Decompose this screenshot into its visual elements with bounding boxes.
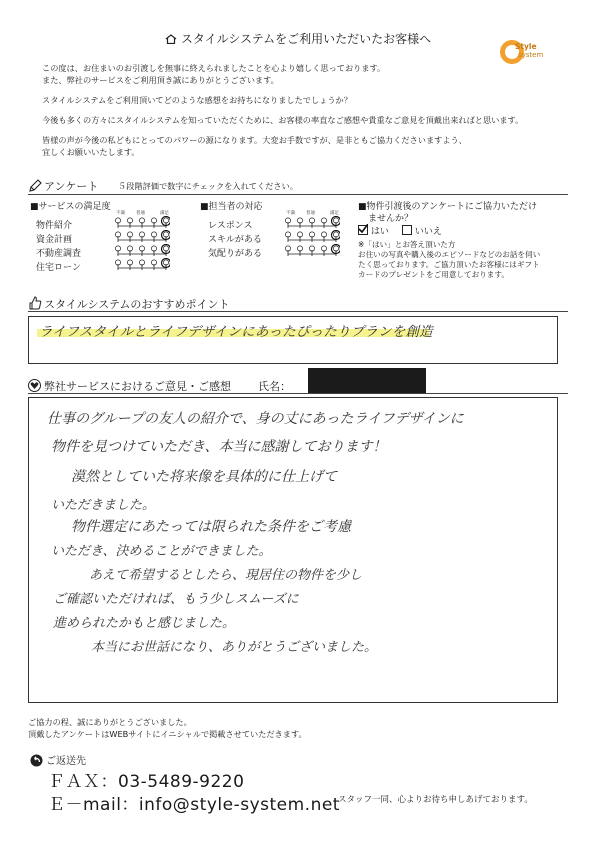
return-label: ご返送先 — [46, 756, 86, 767]
heart-icon — [28, 377, 41, 390]
rating-scale-service-2[interactable] — [114, 230, 170, 244]
staff-item-3: 気配りがある — [208, 249, 263, 259]
recommend-divider — [28, 311, 568, 312]
service-heading: ■サービスの満足度 — [30, 202, 111, 212]
scale-label-high: 満足 — [330, 211, 339, 216]
intro-line-4: 今後も多くの方々にスタイルシステムを知っていただくために、お客様の率直なご感想や貴重なご意見を頂戴出来ればと思います。 — [42, 115, 524, 125]
impression-line-2: 物件を見つけていただき、本当に感謝しております！ — [51, 439, 387, 455]
scale-label-mid: 普通 — [306, 211, 315, 216]
service-item-2: 資金計画 — [36, 235, 73, 245]
scale-label-low: 不満 — [286, 211, 295, 216]
style-system-logo — [498, 36, 548, 70]
followup-yes-option[interactable] — [358, 224, 389, 237]
intro-line-1: この度は、お住まいのお引渡しを無事に終えられましたことを心より嬉しく思っております。 — [42, 63, 386, 73]
intro-line-5: 皆様の声が今後の私どもにとってのパワーの源になります。大変お手数ですが、是非ともご協力くださいますよう、 — [42, 135, 467, 145]
followup-note-4: カードのプレゼントをご用意しております。 — [358, 270, 509, 279]
impression-line-9: 進められたかもと感じました。 — [53, 616, 236, 631]
survey-divider — [28, 194, 568, 195]
logo-text-style: Style — [515, 42, 537, 51]
service-item-3: 不動産調査 — [36, 249, 82, 259]
scale-label-low: 不満 — [116, 211, 125, 216]
followup-heading-2: ませんか？ — [368, 214, 414, 224]
intro-line-2: また、弊社のサービスをご利用頂き誠にありがとうございます。 — [42, 75, 279, 85]
rating-scale-service-1[interactable] — [114, 216, 170, 230]
followup-note-1: ※「はい」とお答え頂いた方 — [358, 240, 456, 249]
impression-line-10: 本当にお世話になり、ありがとうございました。 — [91, 640, 378, 655]
impression-line-1: 仕事のグループの友人の紹介で、身の丈にあったライフデザインに — [47, 411, 464, 427]
recommend-answer: ライフスタイルとライフデザインにあったぴったりプランを創造 — [39, 324, 433, 340]
scale-label-mid: 普通 — [136, 211, 145, 216]
impressions-answer-box[interactable] — [28, 397, 558, 703]
name-label: 氏名： — [258, 380, 291, 393]
yes-checkbox[interactable] — [358, 225, 368, 235]
service-item-4: 住宅ローン — [36, 263, 81, 273]
impressions-title: 弊社サービスにおけるご意見・ご感想 — [44, 380, 231, 393]
followup-note-3: たく思っております。ご協力頂いたお客様にはギフト — [358, 260, 540, 269]
service-item-1: 物件紹介 — [36, 221, 73, 231]
impression-line-5: 物件選定にあたっては限られた条件をご考慮 — [71, 519, 351, 535]
yes-label: はい — [370, 227, 389, 237]
impression-line-3: 漠然としていた将来像を具体的に仕上げて — [71, 469, 337, 485]
scale-label-high: 満足 — [160, 211, 169, 216]
staff-item-2: スキルがある — [208, 235, 262, 245]
impressions-divider — [28, 393, 568, 394]
intro-line-6: 宜しくお願いいたします。 — [42, 147, 140, 157]
impression-line-6: いただき、決めることができました。 — [51, 544, 272, 559]
followup-no-option[interactable] — [402, 224, 442, 237]
rating-scale-staff-1[interactable] — [284, 216, 340, 230]
pencil-icon — [28, 178, 42, 192]
impression-line-7: あえて希望するとしたら、現居住の物件を少し — [89, 568, 363, 583]
intro-line-3: スタイルシステムをご利用頂いてどのような感想をお持ちになりましたでしょうか？ — [42, 95, 352, 105]
return-arrow-icon — [30, 752, 43, 765]
followup-note-2: お住いの写真や購入後のエピソードなどのお話を伺い — [358, 250, 541, 259]
rating-scale-staff-3[interactable] — [284, 244, 340, 258]
rating-scale-staff-2[interactable] — [284, 230, 340, 244]
recommend-title: スタイルシステムのおすすめポイント — [44, 298, 230, 311]
survey-title: アンケート — [44, 180, 99, 193]
name-redaction — [308, 368, 426, 393]
followup-heading-1: ■物件引渡後のアンケートにご協力いただけ — [358, 202, 537, 212]
survey-note: ５段階評価で数字にチェックを入れてください。 — [118, 181, 298, 191]
closing-message: スタッフ一同、心よりお待ち申しあげております。 — [338, 795, 533, 805]
fax-number: ＦＡＸ：03-5489-9220 — [48, 772, 245, 792]
thumbs-up-icon — [28, 295, 42, 309]
impression-line-8: ご確認いただければ、もう少しスムーズに — [53, 592, 299, 607]
logo-text-system: system — [518, 51, 544, 59]
recommend-answer-box[interactable] — [28, 316, 558, 364]
staff-item-1: レスポンス — [208, 221, 253, 231]
no-checkbox[interactable] — [402, 225, 412, 235]
staff-heading: ■担当者の対応 — [200, 202, 263, 212]
page-title-text: スタイルシステムをご利用いただいたお客様へ — [180, 32, 432, 46]
footer-thanks-2: 頂戴したアンケートはWEBサイトにイニシャルで掲載させていただきます。 — [28, 729, 307, 739]
rating-scale-service-3[interactable] — [114, 244, 170, 258]
no-label: いいえ — [414, 227, 442, 237]
impression-line-4: いただきました。 — [51, 498, 156, 513]
rating-scale-service-4[interactable] — [114, 258, 170, 272]
footer-thanks-1: ご協力の程、誠にありがとうございました。 — [28, 717, 192, 727]
email-address[interactable]: Ｅ－mail：info@style-system.net — [48, 795, 340, 815]
house-icon — [165, 34, 177, 44]
